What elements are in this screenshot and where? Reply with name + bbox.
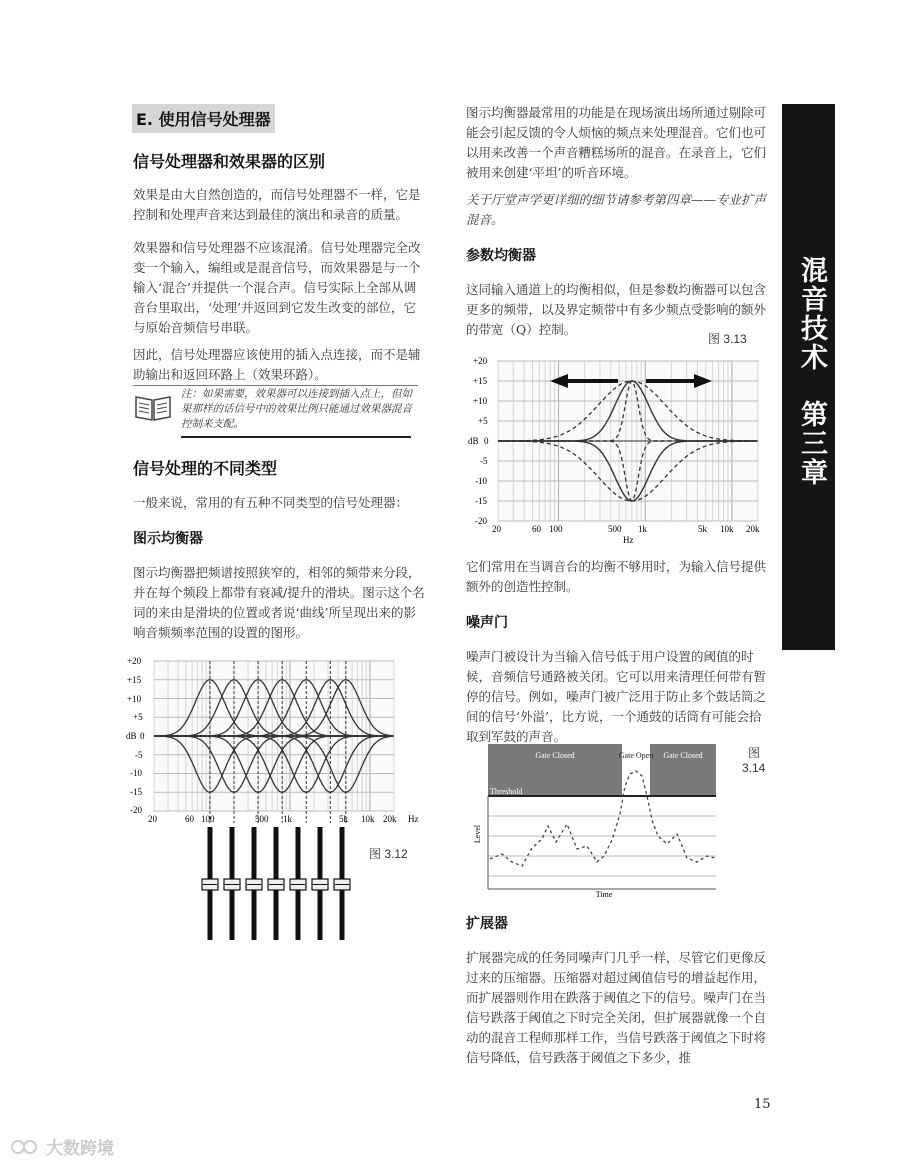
region-label: Gate Closed xyxy=(663,751,703,760)
x-axis-label: Hz xyxy=(623,535,634,545)
x-axis-label: Time xyxy=(595,890,613,899)
right-paragraph-3: 这同输入通道上的均衡相似，但是参数均衡器可以包含更多的频带，以及界定频带中有多少频点受影响的额外的带宽（Q）控制。 xyxy=(466,282,767,337)
y-tick-label: -20 xyxy=(130,805,142,815)
heading-types: 信号处理的不同类型 xyxy=(133,459,278,478)
y-tick-label: -5 xyxy=(135,750,143,760)
paragraph-3: 因此，信号处理器应该使用的插入点连接，而不是辅助输出和返回环路上（效果环路）。 xyxy=(133,347,421,382)
right-paragraph-5: 噪声门被设计为当输入信号低于用户设置的阈值的时候，音频信号通路被关闭。它可以用来清理任何带有暂停的信号。例如，噪声门被广泛用于防止多个鼓话筒之间的信号‘外溢’，比方说，一个通鼓的话筒有可能会拾取到军鼓的声音。 xyxy=(466,649,767,744)
heading-expander: 扩展器 xyxy=(466,916,508,932)
y-tick-label: +10 xyxy=(127,694,142,704)
x-tick-label: 1k xyxy=(638,524,647,534)
y-axis-label: dB xyxy=(126,731,137,741)
sidebar-chapter: 第三章 xyxy=(796,400,827,487)
y-tick-label: -15 xyxy=(475,496,487,506)
chart-grid xyxy=(488,796,716,889)
right-paragraph-1: 图示均衡器最常用的功能是在现场演出场所通过剔除可能会引起反馈的令人烦恼的频点来处理混音。它们也可以用来改善一个声音糟糕场所的混音。在录音上，它们被用来创建‘平坦’的听音环境。 xyxy=(466,105,767,180)
x-tick-label: 500 xyxy=(608,524,622,534)
x-tick-label: 60 xyxy=(532,524,541,534)
x-tick-label: 60 xyxy=(185,814,194,824)
y-tick-label: +5 xyxy=(133,712,143,722)
x-tick-label: 10k xyxy=(720,524,734,534)
y-tick-label: -5 xyxy=(480,456,488,466)
y-tick-label: +15 xyxy=(127,675,142,685)
figure-3-12-caption: 图 3.12 xyxy=(369,847,408,861)
y-tick-label: +20 xyxy=(473,356,488,366)
graphic-eq-chart xyxy=(124,655,424,945)
x-tick-label: 1k xyxy=(283,814,292,824)
chapter-sidebar xyxy=(782,104,835,650)
note-top-rule xyxy=(133,385,418,386)
region-label: Gate Closed xyxy=(535,751,575,760)
x-axis-label: Hz xyxy=(408,814,419,824)
parametric-eq-chart xyxy=(458,352,773,552)
paragraph-1: 效果是由大自然创造的，而信号处理器不一样，它是控制和处理声音来达到最佳的演出和录音的质量。 xyxy=(133,187,421,222)
heading-parametric-eq: 参数均衡器 xyxy=(466,248,536,264)
y-tick-label: -15 xyxy=(130,787,142,797)
paragraph-5: 图示均衡器把频谱按照狭窄的，相邻的频带来分段，并在每个频段上都带有衰减/提升的滑块。图示这个名词的来由是滑块的位置或者说‘曲线’所呈现出来的影响音频频率范围的设置的图形。 xyxy=(133,565,425,640)
figure-3-13-caption: 图 3.13 xyxy=(708,332,747,346)
heading-graphic-eq: 图示均衡器 xyxy=(133,531,203,547)
figure-3-14-caption-b: 3.14 xyxy=(742,761,766,775)
right-paragraph-2: 关于厅堂声学更详细的细节请参考第四章——专业扩声混音。 xyxy=(466,192,767,227)
y-tick-label: +15 xyxy=(473,376,488,386)
note-text: 注：如果需要，效果器可以连接到插入点上，但如果那样的话信号中的效果比例只能通过效果器混音控制来支配。 xyxy=(181,388,412,430)
y-tick-label: +20 xyxy=(127,656,142,666)
paragraph-2: 效果器和信号处理器不应该混淆。信号处理器完全改变一个输入，编组或是混音信号，而效果器是与一个输入‘混合’并提供一个混合声。信号实际上全部从调音台里取出，‘处理’并返回到它发生改变的部位，它与原始音频信号串联。 xyxy=(133,240,421,335)
y-tick-label: +10 xyxy=(473,396,488,406)
heading-difference: 信号处理器和效果器的区别 xyxy=(133,152,326,171)
right-paragraph-4: 它们常用在当调音台的均衡不够用时，为输入信号提供额外的创造性控制。 xyxy=(466,559,767,594)
region-label: Gate Open xyxy=(618,751,654,760)
paragraph-4: 一般来说，常用的有五种不同类型的信号处理器： xyxy=(133,495,409,510)
heading-noise-gate: 噪声门 xyxy=(466,615,508,631)
y-tick-label: -10 xyxy=(130,768,142,778)
y-tick-label: 0 xyxy=(484,436,489,446)
section-title: E. 使用信号处理器 xyxy=(132,104,275,133)
y-tick-label: 0 xyxy=(140,731,145,741)
watermark-text: 大数跨境 xyxy=(46,1139,114,1159)
figure-3-14-caption-a: 图 xyxy=(748,746,761,760)
x-tick-label: 20 xyxy=(148,814,157,824)
watermark xyxy=(10,1134,114,1159)
book-icon xyxy=(133,392,173,426)
note-bottom-rule xyxy=(181,436,411,438)
y-tick-label: -20 xyxy=(475,516,487,526)
page-number: 15 xyxy=(754,1097,771,1112)
x-tick-label: 20k xyxy=(746,524,760,534)
x-tick-label: 5k xyxy=(339,814,348,824)
watermark-logo-icon xyxy=(10,1138,40,1156)
x-tick-label: 100 xyxy=(549,524,563,534)
noise-gate-chart xyxy=(472,744,722,902)
y-tick-label: -10 xyxy=(475,476,487,486)
x-tick-label: 20 xyxy=(492,524,501,534)
x-tick-label: 500 xyxy=(255,814,269,824)
x-tick-label: 100 xyxy=(201,814,215,824)
threshold-label: Threshold xyxy=(490,787,523,796)
right-paragraph-6: 扩展器完成的任务同噪声门几乎一样，尽管它们更像反过来的压缩器。压缩器对超过阈值信号的增益起作用，而扩展器则作用在跌落于阈值之下的信号。噪声门在当信号跌落于阈值之下时完全关闭，但扩展器就像一个自动的混音工程师那样工作，当信号跌落于阈值之下时将信号降低，信号跌落于阈值之下多少，推 xyxy=(466,950,767,1065)
eq-sliders xyxy=(202,827,350,940)
y-tick-label: +5 xyxy=(478,416,488,426)
y-axis-label: Level xyxy=(473,824,482,844)
x-tick-label: 20k xyxy=(383,814,397,824)
x-tick-label: 5k xyxy=(698,524,707,534)
y-axis-label: dB xyxy=(468,436,479,446)
sidebar-topic: 混音技术 xyxy=(796,256,827,372)
x-tick-label: 10k xyxy=(361,814,375,824)
